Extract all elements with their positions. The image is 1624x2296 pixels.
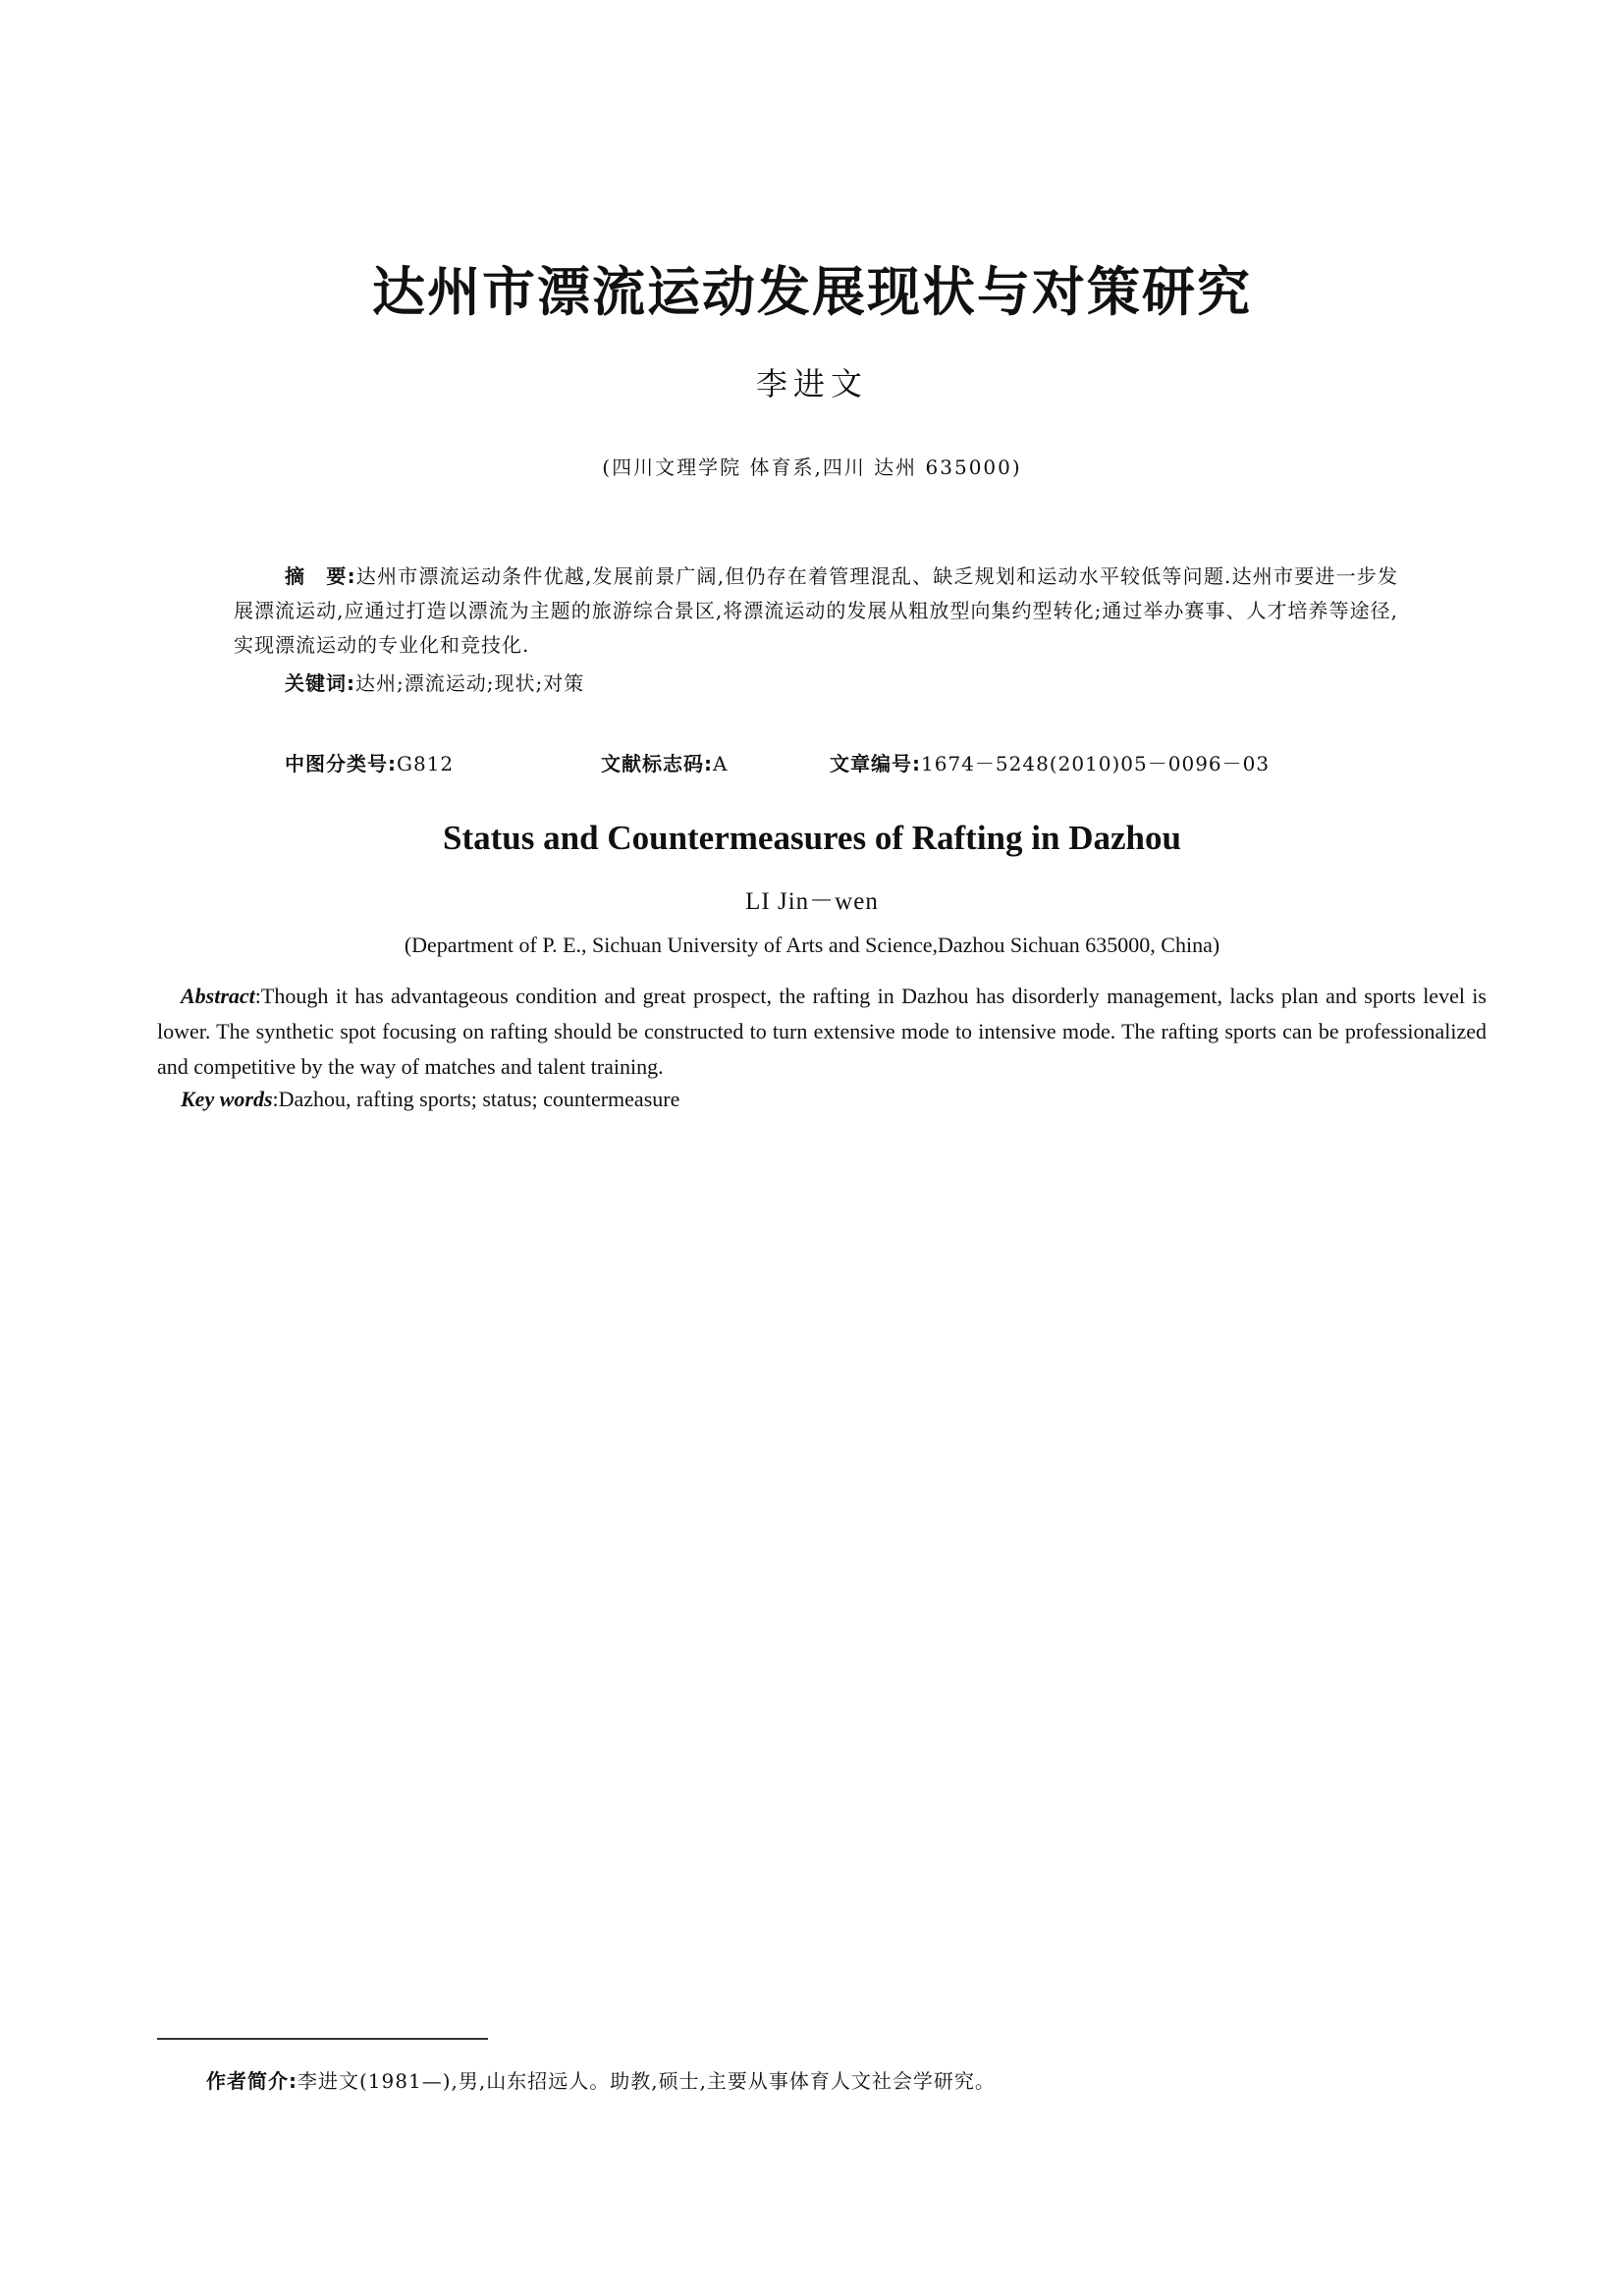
chinese-affiliation: (四川文理学院 体育系,四川 达州 635000) [602, 455, 1022, 479]
english-abstract-label: Abstract [181, 984, 255, 1008]
english-keywords-text: Dazhou, rafting sports; status; countermeasure [278, 1087, 680, 1111]
clc-label: 中图分类号: [285, 752, 397, 775]
document-code-value: A [713, 752, 729, 775]
english-keywords [181, 1087, 679, 1112]
clc-value: G812 [397, 752, 455, 775]
english-abstract-text: Though it has advantageous condition and great prospect, the rafting in Dazhou has disorderly management, lacks plan and sports level is lower. The synthetic spot focusing on rafting should be constructed to turn extensive mode to intensive mode. The rafting sports can be professionalized and competitive by the way of matches and talent training. [157, 984, 1487, 1079]
article-number-label: 文章编号: [830, 752, 921, 775]
article-number [830, 748, 1270, 776]
english-author: LI Jin－wen [745, 888, 879, 915]
document-code-label: 文献标志码: [601, 752, 713, 775]
footnote-divider [157, 2038, 488, 2040]
english-abstract [157, 979, 1487, 1085]
chinese-keywords-text: 达州;漂流运动;现状;对策 [355, 671, 585, 695]
footnote-text: 李进文(1981—),男,山东招远人。助教,硕士,主要从事体育人文社会学研究。 [298, 2069, 996, 2093]
english-affiliation: (Department of P. E., Sichuan University of Arts and Science,Dazhou Sichuan 635000, China) [404, 933, 1220, 957]
english-title: Status and Countermeasures of Rafting in Dazhou [443, 819, 1181, 857]
chinese-keywords-label: 关键词: [285, 671, 355, 695]
chinese-keywords [285, 667, 584, 696]
chinese-author: 李进文 [755, 365, 868, 402]
chinese-abstract [234, 560, 1398, 663]
author-footnote [206, 2065, 996, 2094]
article-number-value: 1674－5248(2010)05－0096－03 [921, 752, 1271, 775]
english-keywords-label: Key words [181, 1087, 273, 1111]
document-code [601, 748, 728, 776]
english-abstract-separator: : [254, 984, 261, 1008]
english-keywords-separator: : [272, 1087, 279, 1111]
footnote-label: 作者简介: [206, 2069, 298, 2093]
chinese-title: 达州市漂流运动发展现状与对策研究 [372, 260, 1252, 323]
chinese-abstract-label: 摘 要: [285, 564, 356, 588]
clc-number [285, 748, 454, 776]
chinese-abstract-text: 达州市漂流运动条件优越,发展前景广阔,但仍存在着管理混乱、缺乏规划和运动水平较低等问题.达州市要进一步发展漂流运动,应通过打造以漂流为主题的旅游综合景区,将漂流运动的发展从粗放型向集约型转化;通过举办赛事、人才培养等途径,实现漂流运动的专业化和竞技化. [234, 564, 1398, 657]
